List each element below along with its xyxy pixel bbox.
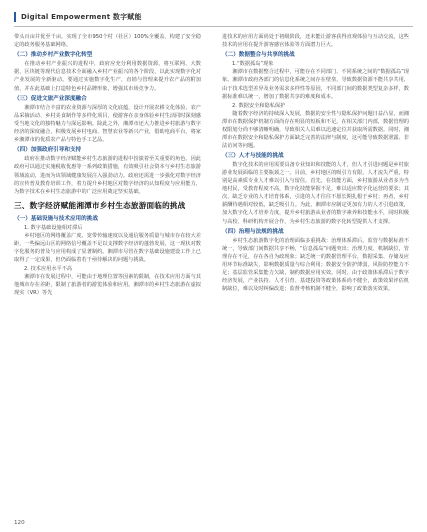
body-paragraph: 湘潭市在发展过程中，可能由于地理位置等因素的限制，在技术应用方面与其他城市存在差距，限制了旅游者的游览体验和应用。湘潭市的乡村生态旅游在虚拟现实（VR）等先	[14, 274, 201, 297]
left-text-column	[14, 33, 201, 298]
body-paragraph: 乡村地区的网络覆盖广度、宽带传输速度以及通信服务质量与城市存在较大差距，一些偏远山区的网络信号覆盖不足以支撑数字经济的蓬勃发展，这一现状对数字化服务的普及与应用构成了显著制约。湘潭市尽管在数字基础设施建设工作上已取得了一定成果，但仍面临着若干亟待解决的问题与挑战。	[14, 232, 201, 264]
subsubsection-heading: 2. 数据安全和隐私保护	[232, 102, 286, 109]
subsection-heading: （四）治理与法规的挑战	[222, 228, 284, 235]
subsubsection-heading: 2. 技术应用水平不高	[24, 266, 73, 273]
subsubsection-heading: 1.“数据孤岛”现象	[232, 61, 274, 68]
subsection-heading: （三）促进文旅产业深度融合	[14, 95, 87, 102]
body-paragraph: 湘潭市结合丰富的农业资源与深厚的文化底蕴，设计开展农耕文化体验、农产品采摘活动、乡村美食制作等多样化项目，使游客在亲身体验乡村生活同时深刻感受当地文化的独特魅力与深远影响。除此之外，湘潭市还大力推进乡村旅游与数字经济的深度融合，积极发展乡村电商、智慧农业等新兴产业，借助电商平台，将家乡湘潭市的优质农产品与特色手工艺品。	[14, 104, 201, 144]
header-divider	[14, 26, 413, 27]
page-number: 120	[14, 520, 25, 526]
body-paragraph: 在推动乡村产业振兴的进程中，政府应充分利用数据资源，将互联网、大数据、区块链等现代信息技术全面融入乡村产业振兴的各个阶段，以此实现数字化对产业发展的全新驱动。要通过实施数字化生产，直销与管理来提升农产品的附加值，并在此基础上打造特色乡村品牌形象，增强其市场竞争力。	[14, 61, 201, 92]
right-text-column	[222, 33, 409, 294]
subsection-heading: （二）数据整合与共享的挑战	[222, 52, 295, 59]
header-title: Digital Empowerment 数字赋能	[21, 13, 142, 21]
body-paragraph: 随着数字经济的持续深入发展，数据的安全性与隐私保护问题日益凸显，而湘潭市在数据保护机制方面尚存在明显的短板和不足。在相关部门内部，数据管理的权限划分尚不够清晰明确，导致相关人员难以迅速定位并获取所需数据。同时，湘潭市在数据安全和隐私保护方面缺乏完善的法律与制度，这可能导致数据泄露、非法访问等问题。	[222, 110, 409, 149]
body-paragraph-continued: 进技术的应用方面尚处于初级阶段，还未能让游客获得直观体验与互动交流，这些技术的应用在提升游客感官体验等方面潜力巨大。	[222, 34, 409, 49]
subsection-heading: （一）基础设施与技术应用的挑战	[14, 215, 98, 222]
body-paragraph: 数字化技术的应用需要具备专业知识和技能的人才，但人才引进问题是乡村旅游业发展面临的主要瓶颈之一。目前，乡村地区的吸引力有限，人才流失严重，特别是高素质专业人才难以引入与留住。首先，在技能方面，乡村旅游从业者多为当地村民，受教育程度不高，数字化技能掌握不足，难以适应数字化运营的要求；其次，缺乏专业的人才培育体系，引进的人才往往不愿长期扎根于乡村；再者，乡村薪酬待遇相对较低，缺乏吸引力。为此，湘潭市应制定更加有力的人才引进政策，加大数字化人才培养力度，提升乡村旅游从业者的数字素养和技能水平，同时积极与高校、科研机构开展合作，为乡村生态旅游的数字化转型提供人才支撑。	[222, 162, 409, 225]
subsection-heading: （二）推动乡村产业数字化转型	[14, 52, 93, 59]
body-paragraph: 政府在推动数字经济赋能乡村生态旅游的进程中扮演着至关重要的角色。因此政府可以通过实施税收优惠等一系列政策措施，有效吸引社会资本与乡村生态旅游领域流动，进而为该领域健康发展注入强劲动力。政府还需进一步强化对数字经济的宣传普及教育培训工作，着力提升乡村地区对数字经济的认知程度与应用能力，为数字技术在乡村生态旅游中的广泛应用奠定坚实基础。	[14, 156, 201, 195]
subsection-heading: （四）加强政府引导和支持	[14, 147, 82, 154]
header-accent-bar	[14, 12, 16, 22]
running-header	[14, 10, 142, 24]
body-paragraph: 湘潭市在数据整合过程中，可能存在不同部门、不同系统之间的“数据孤岛”现象。湘潭市政府各部门的信息化系统之间存在壁垒，导致数据资源不能共享共用，由于技术选型差异及业务需求多样性等原因，不同部门间的数据类型复杂多样，数据标准难以统一，增加了数据共享的难度和成本。	[222, 69, 409, 100]
subsection-heading: （三）人才与技能的挑战	[222, 152, 284, 159]
section-heading: 三、数字经济赋能湘潭市乡村生态旅游面临的挑战	[14, 200, 186, 210]
body-paragraph: 乡村生态旅游数字化的治理面临多重挑战：治理体系滞后，监管与数据标准不统一，导致部门间数据共享不畅，“信息孤岛”问题突出；治理力度、机制缺位，管理存在不足，存在各自为政现象；缺乏统一的数据管理平台，数据采集、存储及应用环节标准缺失，影响数据质量与综合利用；数据安全防护薄弱，风险防控能力不足；基层监管采集能力欠缺，制约数据应用实效。同时，由于政策体系滞后于数字经济发展，产业扶持、人才引育、基建投资等政策体系尚不健全，政策效果评估机制缺位，难以及时纠偏改进；监督考核机制不健全，影响了政策落实效果。	[222, 237, 409, 293]
subsubsection-heading: 1. 数字基础设施相对滞后	[24, 224, 83, 231]
body-paragraph-continued: 带头百亩并优至千亩。实现了全市950个村（社区）100%全覆盖，构建了安全稳定的政务服务基础网络。	[14, 34, 201, 49]
